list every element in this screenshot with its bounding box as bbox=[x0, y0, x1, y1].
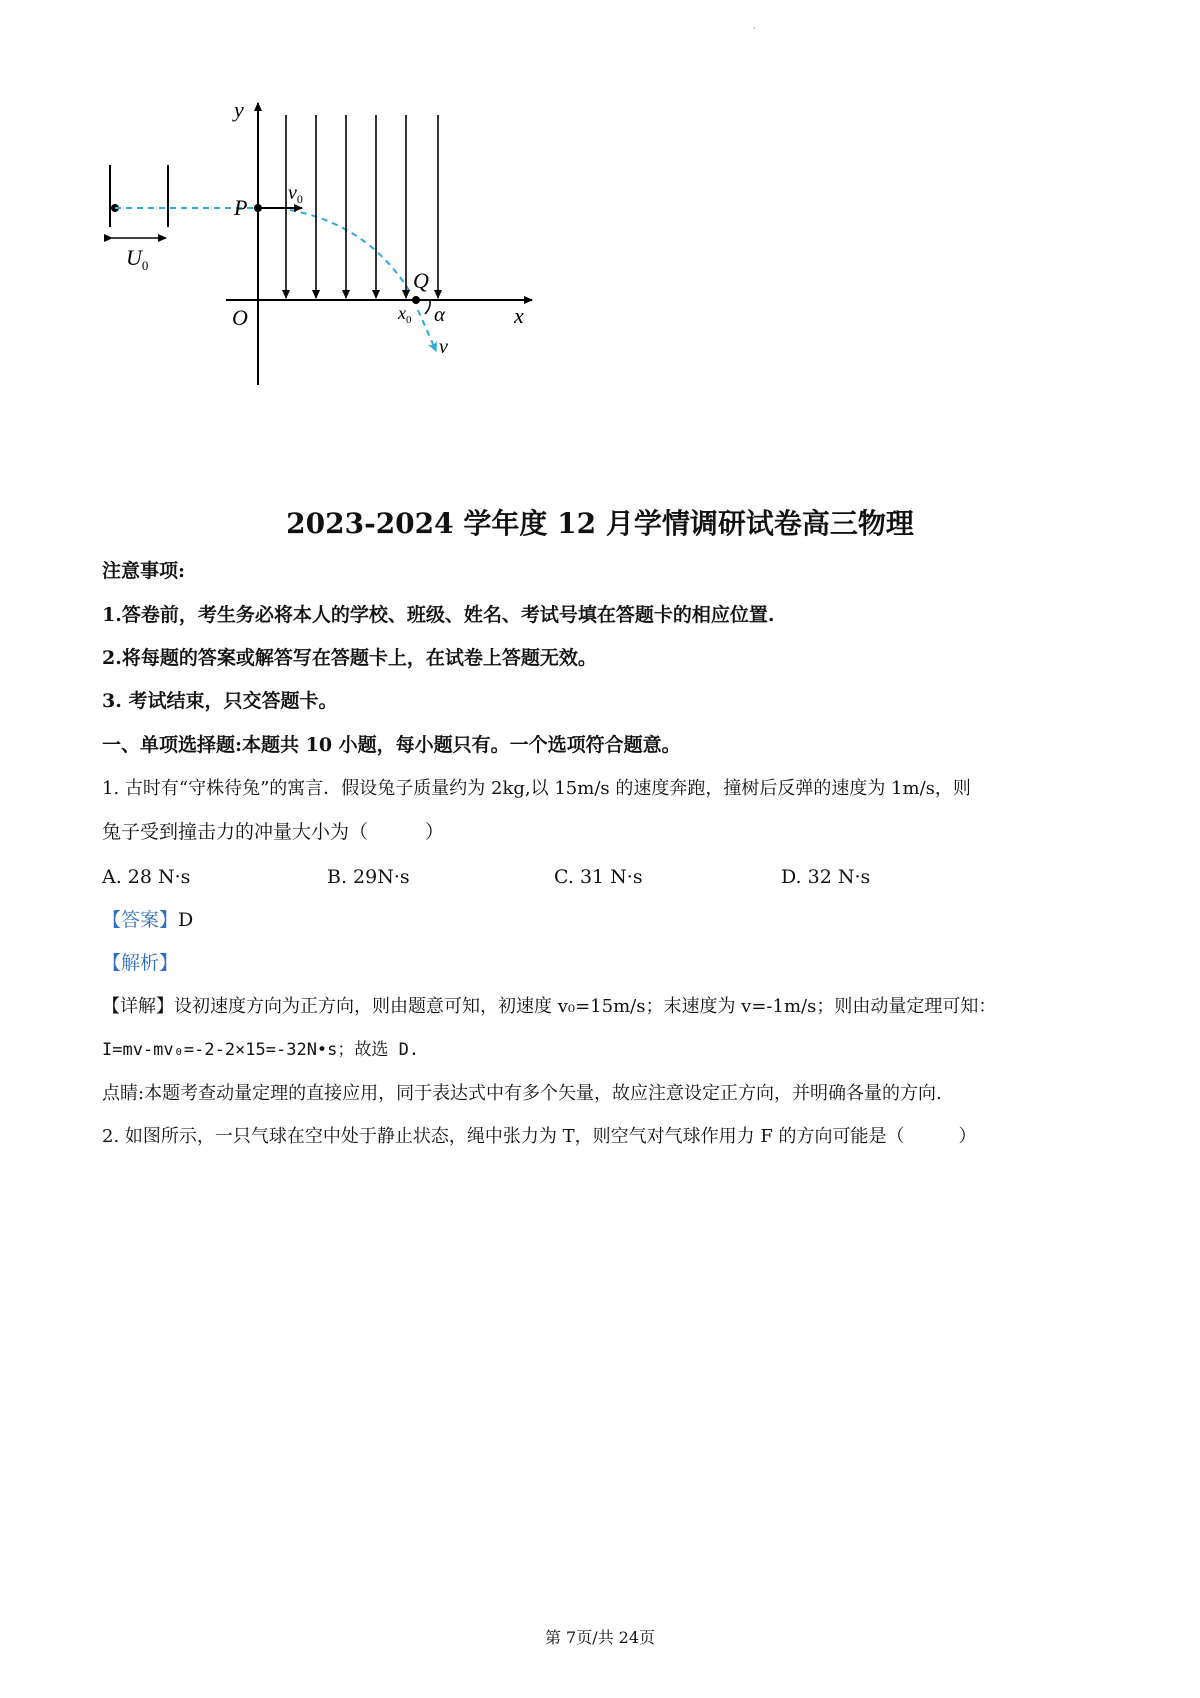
origin-label: O bbox=[232, 305, 248, 330]
label-v0: $v_0$ bbox=[288, 182, 303, 206]
analysis-tag: 【解析】 bbox=[102, 952, 179, 974]
q1-stem: 1. 古时有“守株待兔”的寓言．假设兔子质量约为 2kg,以 15m/s 的速度奔跑，撞树后反弹的速度为 1m/s，则 bbox=[102, 778, 971, 799]
notice-item: 2.将每题的答案或解答写在答题卡上，在试卷上答题无效。 bbox=[102, 647, 597, 669]
answer-value: D bbox=[178, 909, 194, 931]
label-alpha: α bbox=[434, 302, 446, 326]
label-Q: Q bbox=[413, 268, 429, 293]
label-v: v bbox=[439, 336, 448, 358]
point-Q bbox=[412, 296, 420, 304]
notice-item: 1.答卷前，考生务必将本人的学校、班级、姓名、考试号填在答题卡的相应位置. bbox=[102, 604, 775, 626]
q1-comment: 点睛:本题考查动量定理的直接应用，同于表达式中有多个矢量，故应注意设定正方向，并明确各量的方向. bbox=[102, 1083, 942, 1104]
label-P: P bbox=[234, 195, 248, 220]
q1-detail: 【详解】设初速度方向为正方向，则由题意可知，初速度 v₀=15m/s；末速度为 v=-1m/s；则由动量定理可知： bbox=[102, 996, 997, 1017]
section-heading: 一、单项选择题:本题共 10 小题，每小题只有。一个选项符合题意。 bbox=[102, 734, 681, 756]
q1-detail-formula: I=mv-mv₀=-2-2×15=-32N•s；故选 D. bbox=[102, 1040, 420, 1060]
label-x0: $x_0$ bbox=[398, 303, 412, 326]
answer-tag: 【答案】 bbox=[102, 909, 179, 931]
notice-item: 3. 考试结束，只交答题卡。 bbox=[102, 690, 338, 712]
q1-option-c: C. 31 N·s bbox=[554, 866, 643, 888]
q1-option-b: B. 29N·s bbox=[327, 866, 410, 888]
y-axis-label: y bbox=[234, 97, 244, 122]
q1-answer bbox=[102, 911, 193, 930]
trajectory-parabola bbox=[290, 210, 412, 295]
q1-stem-continued: 兔子受到撞击力的冲量大小为（ ） bbox=[102, 821, 445, 843]
label-U0: $U_0$ bbox=[126, 245, 149, 273]
q1-option-a: A. 28 N·s bbox=[102, 866, 191, 888]
page-title: 2023-2024 学年度 12 月学情调研试卷高三物理 bbox=[286, 507, 914, 540]
physics-figure bbox=[100, 95, 600, 425]
q2-stem: 2. 如图所示，一只气球在空中处于静止状态，绳中张力为 T，则空气对气球作用力 F 的方向可能是（ ） bbox=[102, 1126, 977, 1147]
x-axis-label: x bbox=[514, 303, 524, 328]
notice-heading: 注意事项: bbox=[102, 560, 186, 582]
page-footer: 第 7页/共 24页 bbox=[544, 1628, 656, 1647]
q1-option-d: D. 32 N·s bbox=[781, 866, 871, 888]
angle-arc bbox=[425, 300, 430, 314]
top-mark: . bbox=[753, 21, 757, 32]
